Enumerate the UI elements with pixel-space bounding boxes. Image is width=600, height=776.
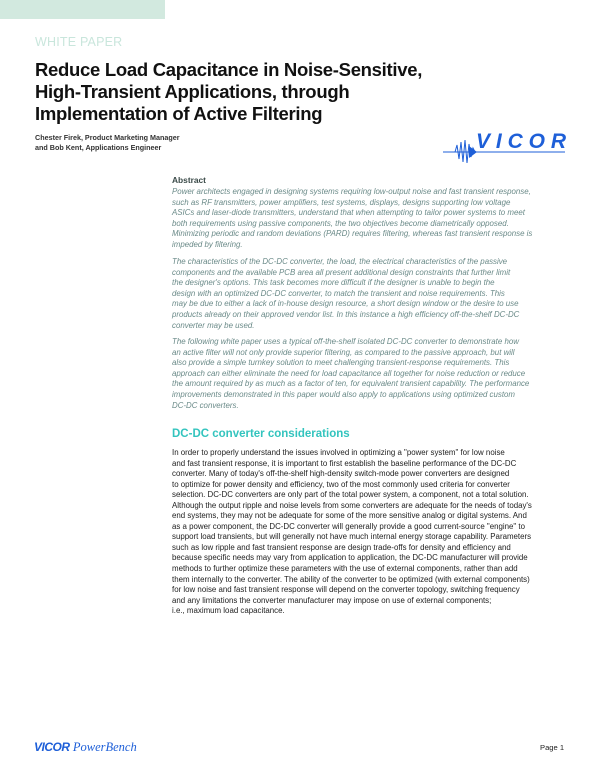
title-line: High-Transient Applications, through <box>35 81 350 102</box>
text-line: selection. DC-DC converters are only part of the total power system, a component, not a total solution. <box>172 490 529 500</box>
text-line: The characteristics of the DC-DC converter, the load, the electrical characteristics of the passive <box>172 257 508 266</box>
text-line: and fast transient response, it is important to first establish the baseline performance of the DC-DC <box>172 458 517 468</box>
text-line: such as RF transmitters, power amplifiers, test systems, displays, designs supporting low voltage <box>172 197 511 207</box>
footer-logo <box>34 740 137 755</box>
footer-product: PowerBench <box>72 740 137 754</box>
title-line: Reduce Load Capacitance in Noise-Sensitive, <box>35 59 423 80</box>
abstract-heading: Abstract <box>172 175 206 185</box>
svg-text:VICOR: VICOR <box>476 130 566 153</box>
header-band <box>0 0 165 19</box>
text-line: DC-DC converters. <box>172 400 239 410</box>
text-line: In order to properly understand the issues involved in optimizing a "power system" for low noise <box>172 448 505 457</box>
text-line: Although the output ripple and noise levels from some converters are adequate for the needs of today's <box>172 500 532 510</box>
doc-type-label: WHITE PAPER <box>35 35 123 49</box>
page-number: Page 1 <box>540 743 565 752</box>
abstract-paragraph-2 <box>172 257 582 331</box>
abstract-paragraph-1 <box>172 187 582 251</box>
text-line: converter may be used. <box>172 320 255 330</box>
text-line: components and the available PCB area all present additional design constraints that further limit <box>172 267 511 277</box>
text-line: for low noise and fast transient response will depend on the converter topology, switching frequency <box>172 585 520 595</box>
text-line: Power architects engaged in designing systems requiring low-output noise and fast transient response, <box>172 187 531 196</box>
abstract-paragraph-3 <box>172 337 582 411</box>
text-line: to optimize for power density and efficiency, two of the most commonly used criteria for converter <box>172 479 510 489</box>
page-title <box>35 59 422 125</box>
title-line: Implementation of Active Filtering <box>35 103 323 124</box>
text-line: them internally to the converter. The ability of the converter to be optimized (with external components) <box>172 574 530 584</box>
author-line: and Bob Kent, Applications Engineer <box>35 143 162 152</box>
text-line: i.e., maximum load capacitance. <box>172 606 285 616</box>
authors <box>35 133 180 153</box>
text-line: products already on their approved vendor list. In this instance a high efficiency off-the-shelf DC-DC <box>172 309 520 319</box>
section-body <box>172 448 532 617</box>
text-line: and any limitations the converter manufacturer may impose on use of external components; <box>172 595 492 605</box>
text-line: such as low ripple and fast transient response are design trade-offs for density and efficiency and <box>172 542 511 552</box>
text-line: Minimizing periodic and random deviations (PARD) requires filtering, whereas fast transient response is <box>172 229 533 239</box>
text-line: ASICs and laser-diode transmitters, understand that when attempting to tailor power systems to meet <box>172 208 525 218</box>
text-line: because specific needs may vary from application to application, the DC-DC manufacturer will provide <box>172 553 528 563</box>
vicor-logo <box>443 130 568 165</box>
text-line: methods to further optimize these parameters with the use of external components, rather than add <box>172 564 518 574</box>
text-line: end systems, they may not be adequate for some of the more sensitive analog or digital systems. And <box>172 511 527 521</box>
text-line: both requirements using passive components, the two objectives become diametrically opposed. <box>172 218 509 228</box>
text-line: design with an optimized DC-DC converter, to match the transient and noise requirements. This <box>172 288 505 298</box>
text-line: as a power component, the DC-DC converter will generally provide a good current-source "engine" to <box>172 521 525 531</box>
text-line: an active filter will not only provide superior filtering, as compared to the passive approach, but will <box>172 347 515 357</box>
text-line: the designer's options. This task becomes more difficult if the designer is unable to begin the <box>172 278 495 288</box>
footer-brand: VICOR <box>34 740 70 754</box>
section-heading: DC-DC converter considerations <box>172 428 350 440</box>
text-line: support load transients, but will generally not have much internal energy storage capability. Parameters <box>172 532 532 542</box>
text-line: impeded by filtering. <box>172 239 243 249</box>
text-line: converter. Many of today's off-the-shelf high-density switch-mode power converters are designed <box>172 469 510 479</box>
text-line: may be due to either a lack of in-house design resource, a short design window or the desire to use <box>172 299 519 309</box>
text-line: improvements demonstrated in this paper would also apply to applications using optimized custom <box>172 389 515 399</box>
text-line: the amount required by as much as a factor of ten, for equivalent transient capability. The performance <box>172 379 530 389</box>
text-line: approach can either eliminate the need for load capacitance all together for noise reduction or reduce <box>172 368 526 378</box>
author-line: Chester Firek, Product Marketing Manager <box>35 133 180 142</box>
text-line: also provide a simple turnkey solution to meet challenging transient-response requirements. This <box>172 358 510 368</box>
text-line: The following white paper uses a typical off-the-shelf isolated DC-DC converter to demonstrate how <box>172 337 519 346</box>
